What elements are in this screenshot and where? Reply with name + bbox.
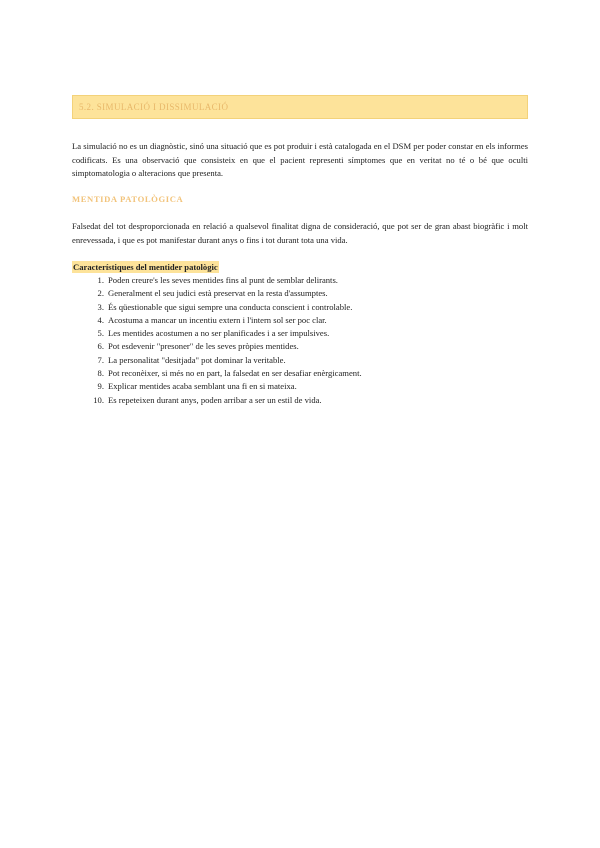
list-item bbox=[72, 274, 528, 287]
list-item-number: 7. bbox=[97, 354, 104, 365]
list-item-text: Es repeteixen durant anys, poden arribar a ser un estil de vida. bbox=[108, 394, 322, 405]
list-item-text: Acostuma a mancar un incentiu extern i l'intern sol ser poc clar. bbox=[108, 314, 327, 325]
list-item-text: Poden creure's les seves mentides fins al punt de semblar delirants. bbox=[108, 275, 338, 285]
list-item-text: Pot esdevenir "presoner" de les seves pròpies mentides. bbox=[108, 341, 299, 352]
list-item-text: Generalment el seu judici està preservat en la resta d'assumptes. bbox=[108, 288, 328, 299]
list-item bbox=[72, 367, 528, 380]
list-item bbox=[72, 380, 528, 393]
list-item-number: 1. bbox=[97, 275, 104, 285]
list-item-number: 9. bbox=[97, 381, 104, 392]
list-item-text: Explicar mentides acaba semblant una fi en si mateixa. bbox=[108, 381, 297, 392]
list-item-number: 2. bbox=[97, 288, 104, 299]
list-item bbox=[72, 327, 528, 340]
section-header bbox=[72, 95, 528, 119]
list-item-text: Pot reconèixer, si més no en part, la falsedat en ser desafiar enèrgicament. bbox=[108, 368, 362, 379]
list-item bbox=[72, 314, 528, 327]
list-item bbox=[72, 287, 528, 300]
list-item bbox=[72, 301, 528, 314]
characteristics-list bbox=[72, 274, 528, 407]
section-header-text: 5.2. SIMULACIÓ I DISSIMULACIÓ bbox=[79, 102, 229, 112]
list-item-number: 5. bbox=[97, 328, 104, 339]
list-item bbox=[72, 354, 528, 367]
list-item-number: 4. bbox=[97, 314, 104, 325]
list-item-number: 3. bbox=[97, 301, 104, 312]
list-item bbox=[72, 394, 528, 407]
list-item bbox=[72, 340, 528, 353]
list-item-text: La personalitat "desitjada" pot dominar la veritable. bbox=[108, 354, 286, 365]
paragraph-pathological-lie: Falsedat del tot desproporcionada en relació a qualsevol finalitat digna de consideració, que pot ser de gran abast biogràfic i molt enrevessada, i que es pot manifestar durant anys o fins i tot durant tota una vida. bbox=[72, 221, 528, 245]
list-item-number: 6. bbox=[97, 341, 104, 352]
paragraph-simulation: La simulació no es un diagnòstic, sinó una situació que es pot produir i està catalogada en el DSM per poder constar en els informes codificats. Es una observació que consisteix en que el pacient representi símptomes que en veritat no té o bé que oculti simptomatologia o alteracions que presenta. bbox=[72, 141, 528, 178]
list-title: Característiques del mentider patològic bbox=[73, 262, 218, 272]
list-item-number: 8. bbox=[97, 368, 104, 379]
list-item-text: És qüestionable que sigui sempre una conducta conscient i controlable. bbox=[108, 301, 353, 312]
list-item-text: Les mentides acostumen a no ser planificades i a ser impulsives. bbox=[108, 328, 330, 339]
list-item-number: 10. bbox=[93, 394, 104, 405]
subheading-pathological-lie: MENTIDA PATOLÒGICA bbox=[72, 194, 184, 204]
